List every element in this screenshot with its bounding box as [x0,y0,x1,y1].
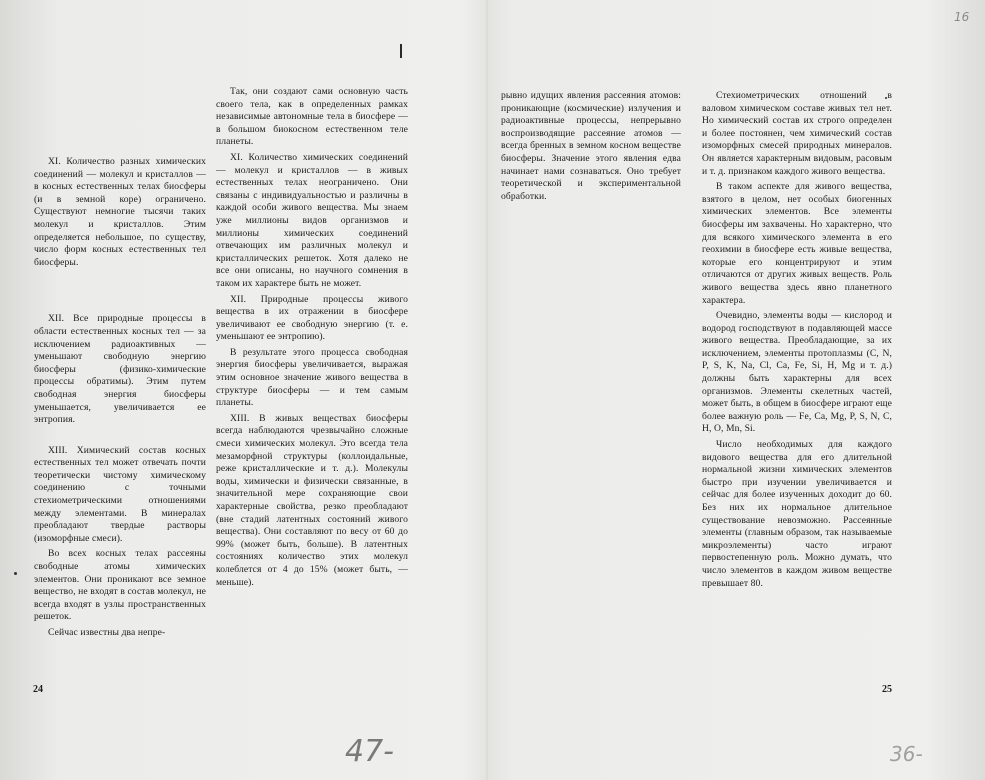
paragraph-xi-inert: XI. Количество разных химических соединений — молекул и кристаллов — в косных естественных телах биосферы (и в земной коре) ограничено. Существуют немногие тысячи таких молекул и кристаллов. Этим определяется небольшое, по существу, число форм косных естественных тел биосферы. [34,156,206,268]
paragraph-necessary-elements: Число необходимых для каждого видового вещества для его длительной нормальной жизни химических элементов быстро при изучении увеличивается и сейчас для более изученных доходит до 60. Без них их нормальное длительное существование невозможно. Рассеянные элементы (главным образом, так называемые микроэлементы) часто играют первостепенную роль. Можно думать, что число элементов в каждом живом веществе превышает 80. [702,439,892,589]
right-page-column-2 [702,90,892,590]
book-spine [486,0,488,780]
paragraph-autonomous: Так, они создают сами основную часть своего тела, как в определенных рамках независимые автономные тела в биосфере — в большом биокосном естественном теле планеты. [216,86,408,148]
paragraph-xiii-inert: XIII. Химический состав косных естественных тел может отвечать почти теоретически чистому химическому соединению с точными стехиометрическими отношениями между элементами. В минералах преобладают твердые растворы (изоморфные смеси). [34,444,206,544]
paragraph-xii-living: XII. Природные процессы живого вещества в их отражении в биосфере увеличивают ее свободную энергию (т. е. уменьшают ее энтропию). [216,293,408,343]
left-page-column-2 [216,86,408,589]
paragraph-biogenic-elements: В таком аспекте для живого вещества, взятого в целом, нет особых биогенных химических элементов. Все элементы биосферы им захвачены. Но характерно, что для всякого химического элемента в его геохимии в биосфере есть живые вещества, которые его концентрируют и этим отличаются от других живых веществ. Роль живого вещества здесь явно планетного характера. [702,181,892,306]
paragraph-dispersion: рывно идущих явления рассеяния атомов: проникающие (космические) излучения и радиоактивные процессы, непрерывно воспроизводящие рассеяние атомов — всегда бренных в земном косном веществе биосферы. Значение этого явления едва начинает нами сознаваться. Оно требует теоретической и экспериментальной обработки. [501,90,681,202]
page-number-left: 24 [33,684,43,695]
paragraph-water-elements: Очевидно, элементы воды — кислород и водород господствуют в подавляющей массе живого вещества. Преобладающие, за их исключением, элементы протоплазмы (C, N, P, S, K, Na, Cl, Ca, Fe, Si, H, Mg и т. д.) должны быть характерны для всех организмов. Элементы скелетных частей, может быть, в общем в биосфере играют еще более важную роль — Fe, Ca, Mg, P, S, N, C, H, O, Mn, Si. [702,310,892,435]
paragraph-xi-living: XI. Количество химических соединений — молекул и кристаллов — в живых естественных телах неограничено. Они связаны с индивидуальностью и различны в каждой особи живого вещества. Мы знаем уже миллионы видов организмов и миллионы химических соединений отвечающих им различных молекул и кристаллических решеток. Хотя далеко не все они описаны, но научного сомнения в таком их характере быть не может. [216,151,408,289]
handwritten-page-mark: 16 [954,10,970,24]
handwritten-folio-mark-faint: 36- [890,742,923,766]
paragraph-two-phenomena: Сейчас известны два непре- [48,627,166,638]
right-page-column-1 [501,90,681,203]
paragraph-stoichiometric: Стехиометрических отношений в валовом химическом составе живых тел нет. Но химический состав их строго определен и более постоянен, чем химический состав изоморфных смесей природных минералов. Он является характерным видовым, расовым и т. д. признаком каждого живого вещества. [702,90,892,177]
paragraph-free-atoms: Во всех косных телах рассеяны свободные атомы химических элементов. Они проникают все земное вещество, не входят в состав молекул, не всегда входят в узлы пространственных решеток. [34,548,206,623]
left-page-column-1 [34,156,206,640]
page-number-right: 25 [882,684,892,695]
paragraph-free-energy: В результате этого процесса свободная энергия биосферы увеличивается, выражая этим основное значение живого вещества в структуре биосферы — и тем самым планеты. [216,346,408,409]
ink-dot [14,572,17,575]
handwritten-folio-mark: 47- [345,734,394,769]
ink-mark [400,44,402,58]
paragraph-xiii-living: XIII. В живых веществах биосферы всегда наблюдаются чрезвычайно сложные смеси химических молекул. Это всегда тела мезаморфной структуры (коллоидальные, реже кристаллические и т. д.). Молекулы воды, химически и физически связанные, в значительной мере сохраняющие свои характерные свойства, резко преобладают (вне стадий латентных состояний живого вещества). Они составляют по весу от 60 до 99% (может быть, больше). В латентных состояниях количество этих молекул колеблется от 4 до 15% (может быть, — меньше). [216,412,408,588]
paragraph-xii-inert: XII. Все природные процессы в области естественных косных тел — за исключением радиоактивных — уменьшают свободную энергию биосферы (физико-химические процессы обратимы). Этим путем свободная энергия биосферы уменьшается, увеличивается ее энтропия. [34,313,206,426]
